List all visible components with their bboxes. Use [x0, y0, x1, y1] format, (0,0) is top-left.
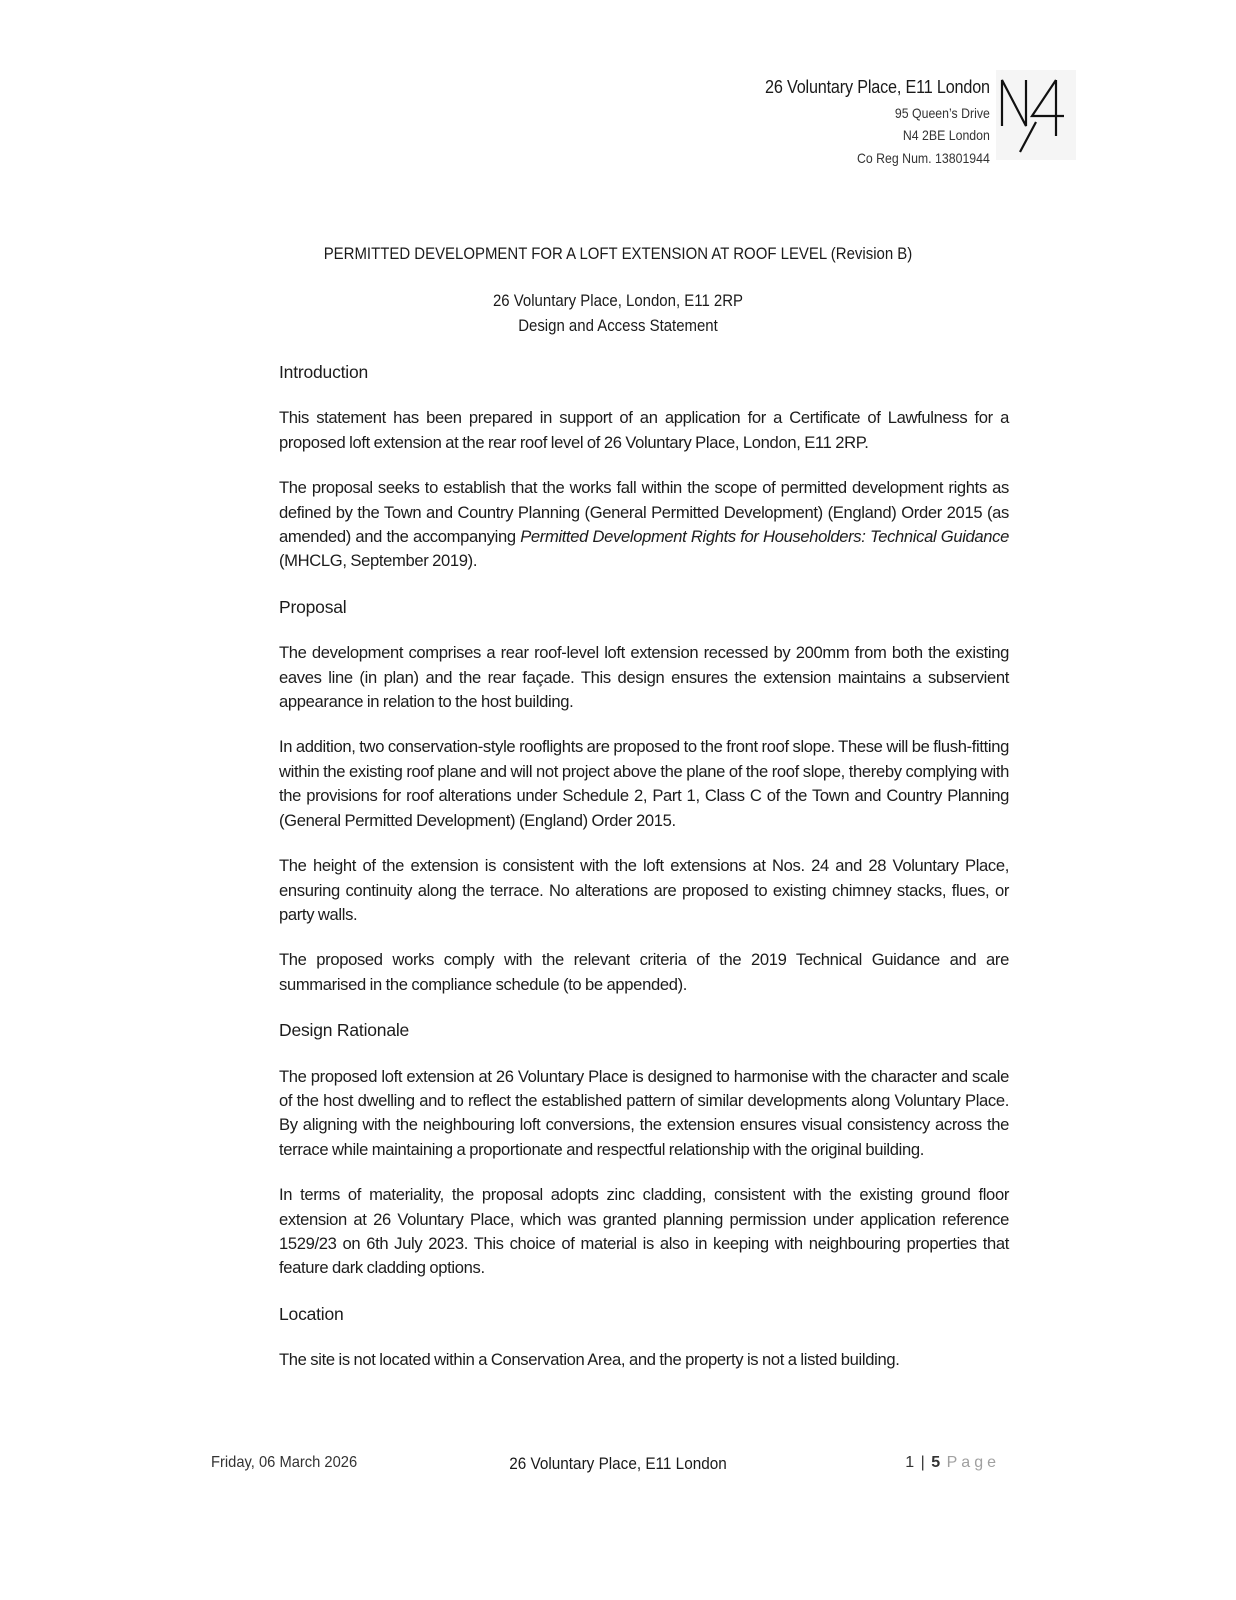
company-logo	[996, 70, 1076, 160]
company-registration: Co Reg Num. 13801944	[857, 150, 990, 167]
introduction-paragraph-2	[279, 476, 1009, 574]
section-heading-location: Location	[279, 1303, 344, 1324]
technical-guidance-title: Permitted Development Rights for Householders: Technical Guidance	[520, 527, 1009, 547]
section-heading-proposal: Proposal	[279, 596, 347, 617]
proposal-paragraph-4: The proposed works comply with the relevant criteria of the 2019 Technical Guidance and are summarised in the compliance schedule (to be appended).	[279, 950, 1009, 994]
page-number	[905, 1454, 1000, 1472]
page-word: Page	[946, 1454, 1000, 1471]
document-address: 26 Voluntary Place, London, E11 2RP	[492, 291, 744, 310]
document-body	[279, 360, 1009, 1394]
location-paragraph-1: The site is not located within a Conservation Area, and the property is not a listed building.	[279, 1350, 900, 1370]
design-rationale-paragraph-2: In terms of materiality, the proposal adopts zinc cladding, consistent with the existing ground floor extension at 26 Voluntary Place, which was granted planning permission under application reference 1529/23 on 6th July 2023. This choice of material is also in keeping with neighbouring properties that feature dark cladding options.	[279, 1185, 1009, 1278]
design-rationale-paragraph-1: The proposed loft extension at 26 Voluntary Place is designed to harmonise with the character and scale of the host dwelling and to reflect the established pattern of similar developments along Voluntary Place. By aligning with the neighbouring loft conversions, the extension ensures visual consistency across the terrace while maintaining a proportionate and respectful relationship with the original building.	[279, 1066, 1009, 1159]
introduction-paragraph-1: This statement has been prepared in support of an application for a Certificate of Lawfulness for a proposed loft extension at the rear roof level of 26 Voluntary Place, London, E11 2RP.	[279, 408, 1009, 452]
letterhead	[740, 77, 990, 167]
section-heading-introduction: Introduction	[279, 362, 369, 382]
letterhead-title: 26 Voluntary Place, E11 London	[765, 77, 990, 97]
section-heading-design-rationale: Design Rationale	[279, 1020, 410, 1041]
page-separator: |	[920, 1454, 926, 1471]
proposal-paragraph-2: In addition, two conservation-style rooflights are proposed to the front roof slope. These will be flush-fitting within the existing roof plane and will not project above the plane of the roof slope, thereby complying with the provisions for roof alterations under Schedule 2, Part 1, Class C of the Town and Country Planning (General Permitted Development) (England) Order 2015.	[279, 737, 1009, 830]
proposal-paragraph-1: The development comprises a rear roof-level loft extension recessed by 200mm from both the existing eaves line (in plan) and the rear façade. This design ensures the extension maintains a subservient appearance in relation to the host building.	[279, 643, 1009, 712]
footer-address: 26 Voluntary Place, E11 London	[509, 1454, 727, 1473]
document-title: PERMITTED DEVELOPMENT FOR A LOFT EXTENSION AT ROOF LEVEL (Revision B)	[323, 244, 913, 263]
page-current: 1	[905, 1454, 916, 1471]
document-subtitle: Design and Access Statement	[518, 316, 718, 335]
footer-date: Friday, 06 March 2026	[211, 1454, 358, 1471]
proposal-paragraph-3: The height of the extension is consistent with the loft extensions at Nos. 24 and 28 Voluntary Place, ensuring continuity along the terrace. No alterations are proposed to existing chimney stacks, flues, or party walls.	[279, 856, 1009, 924]
introduction-paragraph-2-part-3: (MHCLG, September 2019).	[279, 551, 478, 571]
introduction-paragraph-2-part-1: The proposal seeks to establish that the works fall within the scope of permitted development rights as defined by the Town and Country Planning (General Permitted Development) (England) Order 2015 (as amended) and the accompanying	[279, 478, 1009, 547]
letterhead-address-line-1: 95 Queen’s Drive	[895, 104, 990, 121]
letterhead-address-line-2: N4 2BE London	[903, 127, 990, 144]
page-total: 5	[931, 1454, 942, 1471]
